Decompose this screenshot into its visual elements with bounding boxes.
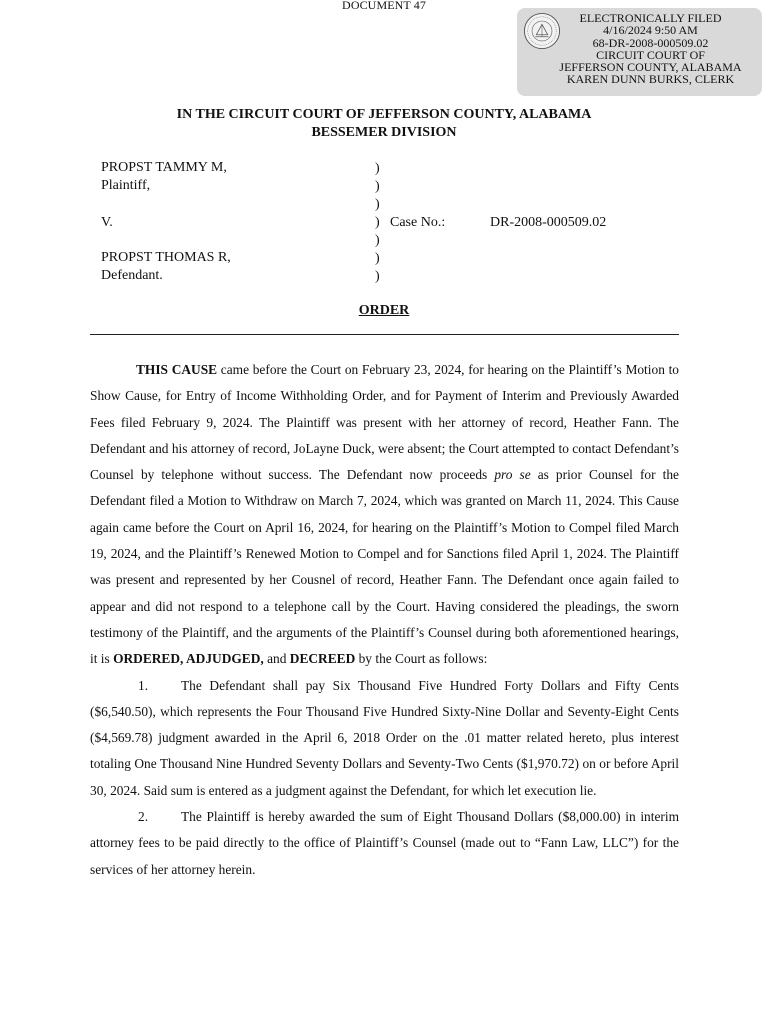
- versus-label: V.: [101, 215, 113, 230]
- defendant-role: Defendant.: [101, 268, 163, 283]
- caption-paren: ): [375, 215, 380, 230]
- filing-stamp-text: [539, 12, 762, 86]
- pro-se-term: pro se: [494, 467, 531, 483]
- caption-paren: ): [375, 179, 380, 194]
- opening-paragraph: [90, 357, 679, 673]
- stamp-line-clerk: KAREN DUNN BURKS, CLERK: [566, 72, 735, 87]
- item-number: 2.: [138, 809, 149, 825]
- ordered-adjudged: ORDERED, ADJUDGED,: [113, 651, 264, 667]
- defendant-name: PROPST THOMAS R,: [101, 250, 231, 265]
- plaintiff-role: Plaintiff,: [101, 178, 151, 193]
- electronic-filing-stamp: [517, 8, 762, 96]
- stamp-line-datetime: 4/16/2024 9:50 AM: [603, 23, 698, 38]
- paragraph-text: as prior Counsel for the Defendant filed a Motion to Withdraw on March 7, 2024, which was granted on March 11, 2024. This Cause again came before the Court on April 16, 2024, for hearing on the Plaintiff’s Motion to Compel filed March 19, 2024, and the Plaintiff’s Renewed Motion to Compel and for Sanctions filed April 1, 2024. The Plaintiff was present and represented by her Cousnel of record, Heather Fann. The Defendant once again failed to appear and did not respond to a telephone call by the Court. Having considered the pleadings, the sworn testimony of the Plaintiff, and the arguments of the Plaintiff’s Counsel during both aforementioned hearings, it is: [90, 467, 679, 667]
- case-number: DR-2008-000509.02: [490, 215, 607, 230]
- case-number-label: Case No.:: [390, 215, 446, 230]
- caption-paren: ): [375, 233, 380, 248]
- court-name: IN THE CIRCUIT COURT OF JEFFERSON COUNTY, ALABAMA: [176, 107, 592, 122]
- paragraph-text: and: [263, 651, 290, 667]
- order-item-2: [90, 804, 679, 883]
- caption-paren: ): [375, 197, 380, 212]
- caption-paren: ): [375, 269, 380, 284]
- plaintiff-name: PROPST TAMMY M,: [101, 160, 227, 175]
- this-cause-lead: THIS CAUSE: [136, 362, 218, 377]
- caption-paren: ): [375, 161, 380, 176]
- order-title: ORDER: [358, 303, 410, 318]
- item-text: The Plaintiff is hereby awarded the sum of Eight Thousand Dollars ($8,000.00) in interim attorney fees to be paid directly to the office of Plaintiff’s Counsel (made out to “Fann Law, LLC”) for the services of her attorney herein.: [90, 809, 679, 877]
- stamp-line-case-id: 68-DR-2008-000509.02: [592, 35, 709, 50]
- order-body: [90, 357, 679, 883]
- order-item-1: [90, 673, 679, 804]
- document-number: DOCUMENT 47: [342, 0, 426, 12]
- stamp-line-court: CIRCUIT COURT OF: [596, 47, 705, 62]
- item-text: The Defendant shall pay Six Thousand Five Hundred Forty Dollars and Fifty Cents ($6,540.50), which represents the Four Thousand Five Hundred Sixty-Nine Dollar and Seventy-Eight Cents ($4,569.78) judgment awarded in the April 6, 2018 Order on the .01 matter related hereto, plus interest totaling One Thousand Nine Hundred Seventy Dollars and Seventy-Two Cents ($1,970.72) on or before April 30, 2024. Said sum is entered as a judgment against the Defendant, for which let execution lie.: [90, 677, 679, 798]
- decreed: DECREED: [289, 651, 356, 667]
- title-divider: [90, 334, 679, 335]
- court-division: BESSEMER DIVISION: [311, 125, 457, 140]
- caption-paren: ): [375, 251, 380, 266]
- stamp-line-filed: ELECTRONICALLY FILED: [579, 11, 722, 25]
- court-caption: [0, 106, 768, 142]
- paragraph-text: came before the Court on February 23, 2024, for hearing on the Plaintiff’s Motion to Show Cause, for Entry of Income Withholding Order, and for Payment of Interim and Previously Awarded Fees filed February 9, 2024. The Plaintiff was present with her attorney of record, Heather Fann. The Defendant and his attorney of record, JoLayne Duck, were absent; the Court attempted to contact Defendant’s Counsel by telephone without success. The Defendant now proceeds: [90, 362, 679, 483]
- item-number: 1.: [138, 677, 149, 693]
- stamp-line-county: JEFFERSON COUNTY, ALABAMA: [559, 60, 742, 75]
- paragraph-text: by the Court as follows:: [355, 651, 488, 667]
